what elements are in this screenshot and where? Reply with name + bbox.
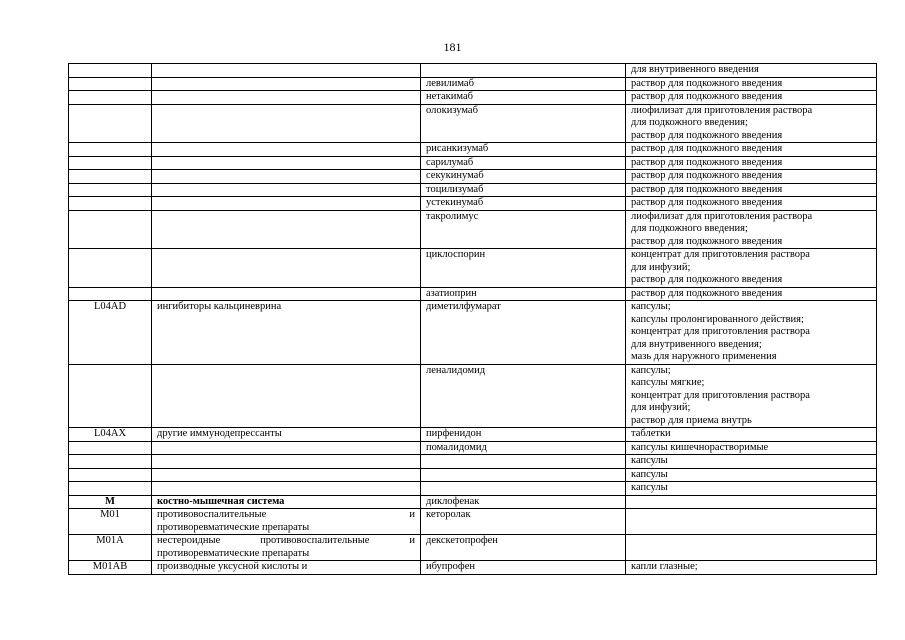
atc-code-cell	[69, 156, 152, 170]
dosage-form-line: капсулы	[631, 482, 668, 493]
dosage-form-line: капсулы	[631, 455, 668, 466]
dosage-form-line: концентрат для приготовления раствора	[631, 389, 810, 401]
table-row	[69, 91, 877, 105]
group-text-line: производные уксусной кислоты и	[157, 561, 308, 572]
atc-code-cell	[69, 287, 152, 301]
dosage-form-cell	[626, 482, 877, 496]
drug-name-cell: диклофенак	[421, 495, 626, 509]
drug-name-cell	[421, 468, 626, 482]
dosage-form-line: раствор для подкожного введения	[631, 183, 783, 195]
table-row	[69, 104, 877, 143]
dosage-form-cell	[626, 495, 877, 509]
atc-code-cell	[69, 364, 152, 428]
dosage-form-line: капсулы	[631, 468, 668, 480]
group-cell	[152, 561, 421, 575]
dosage-form-cell	[626, 210, 877, 249]
drug-name-cell: сарилумаб	[421, 156, 626, 170]
dosage-form-cell	[626, 77, 877, 91]
table-row	[69, 249, 877, 288]
drug-name-cell: олокизумаб	[421, 104, 626, 143]
atc-code-cell: M01AB	[69, 561, 152, 575]
dosage-form-cell	[626, 170, 877, 184]
dosage-form-cell	[626, 197, 877, 211]
dosage-form-line: капсулы;	[631, 364, 671, 376]
atc-code-cell	[69, 197, 152, 211]
group-cell	[152, 495, 421, 509]
group-cell	[152, 156, 421, 170]
drug-name-cell: нетакимаб	[421, 91, 626, 105]
atc-code-cell	[69, 183, 152, 197]
dosage-form-line: раствор для подкожного введения	[631, 235, 783, 247]
dosage-form-line: капли глазные;	[631, 561, 698, 572]
dosage-form-cell	[626, 249, 877, 288]
dosage-form-cell	[626, 183, 877, 197]
table-row	[69, 455, 877, 469]
table-row	[69, 183, 877, 197]
atc-code-cell	[69, 249, 152, 288]
drug-name-cell: такролимус	[421, 210, 626, 249]
dosage-form-cell	[626, 301, 877, 365]
group-cell	[152, 143, 421, 157]
table-row	[69, 287, 877, 301]
atc-code-cell	[69, 441, 152, 455]
atc-code-cell: L04AX	[69, 428, 152, 442]
dosage-form-line: раствор для подкожного введения	[631, 129, 783, 141]
group-cell	[152, 249, 421, 288]
drug-name-cell: ибупрофен	[421, 561, 626, 575]
drug-name-cell	[421, 482, 626, 496]
drug-name-cell: устекинумаб	[421, 197, 626, 211]
table-row	[69, 509, 877, 535]
dosage-form-line: лиофилизат для приготовления раствора	[631, 104, 813, 116]
dosage-form-cell	[626, 287, 877, 301]
dosage-form-line: капсулы кишечнорастворимые	[631, 441, 769, 453]
dosage-form-line: раствор для подкожного введения	[631, 91, 783, 102]
dosage-form-cell	[626, 561, 877, 575]
group-text-line: костно-мышечная система	[157, 495, 285, 507]
atc-code-cell	[69, 468, 152, 482]
group-cell	[152, 364, 421, 428]
dosage-form-line: раствор для подкожного введения	[631, 156, 783, 168]
drug-name-cell: левилимаб	[421, 77, 626, 91]
group-text-line: другие иммунодепрессанты	[157, 428, 282, 439]
dosage-form-line: лиофилизат для приготовления раствора	[631, 210, 813, 222]
dosage-form-cell	[626, 509, 877, 535]
atc-code-cell	[69, 482, 152, 496]
drug-name-cell: пирфенидон	[421, 428, 626, 442]
group-cell	[152, 468, 421, 482]
dosage-form-cell	[626, 535, 877, 561]
drug-name-cell: леналидомид	[421, 364, 626, 428]
group-cell	[152, 482, 421, 496]
dosage-form-cell	[626, 104, 877, 143]
table-row	[69, 210, 877, 249]
atc-code-cell	[69, 143, 152, 157]
drug-table	[68, 63, 877, 575]
dosage-form-line: концентрат для приготовления раствора	[631, 326, 810, 337]
atc-code-cell	[69, 77, 152, 91]
dosage-form-line: для внутривенного введения;	[631, 338, 762, 350]
dosage-form-cell	[626, 428, 877, 442]
group-cell	[152, 77, 421, 91]
table-row	[69, 77, 877, 91]
atc-code-cell	[69, 64, 152, 78]
dosage-form-cell	[626, 143, 877, 157]
atc-code-cell: M01A	[69, 535, 152, 561]
drug-name-cell: диметилфумарат	[421, 301, 626, 365]
drug-name-cell	[421, 455, 626, 469]
drug-name-cell: помалидомид	[421, 441, 626, 455]
table-row	[69, 428, 877, 442]
dosage-form-line: таблетки	[631, 428, 671, 439]
table-row	[69, 495, 877, 509]
atc-code-cell: M	[69, 495, 152, 509]
dosage-form-line: капсулы;	[631, 301, 671, 312]
page-number: 181	[443, 40, 462, 54]
table-row	[69, 441, 877, 455]
drug-name-cell: декскетопрофен	[421, 535, 626, 561]
drug-name-cell: рисанкизумаб	[421, 143, 626, 157]
dosage-form-cell	[626, 441, 877, 455]
dosage-form-line: для инфузий;	[631, 261, 691, 273]
table-row	[69, 561, 877, 575]
dosage-form-line: раствор для подкожного введения	[631, 170, 783, 181]
group-cell	[152, 301, 421, 365]
dosage-form-line: раствор для подкожного введения	[631, 77, 783, 89]
group-cell	[152, 509, 421, 535]
group-cell	[152, 287, 421, 301]
table-row	[69, 156, 877, 170]
dosage-form-line: для подкожного введения;	[631, 117, 748, 128]
group-cell	[152, 197, 421, 211]
table-row	[69, 197, 877, 211]
dosage-form-line: раствор для подкожного введения	[631, 143, 783, 154]
drug-name-cell	[421, 64, 626, 78]
dosage-form-cell	[626, 64, 877, 78]
table-row	[69, 535, 877, 561]
group-cell	[152, 91, 421, 105]
table-row	[69, 64, 877, 78]
dosage-form-cell	[626, 91, 877, 105]
atc-code-cell	[69, 210, 152, 249]
atc-code-cell	[69, 104, 152, 143]
dosage-form-line: капсулы пролонгированного действия;	[631, 313, 804, 325]
table-row	[69, 301, 877, 365]
table-row	[69, 364, 877, 428]
dosage-form-line: капсулы мягкие;	[631, 377, 705, 388]
group-cell	[152, 455, 421, 469]
group-text-line: противоревматические препараты	[157, 521, 310, 533]
dosage-form-cell	[626, 468, 877, 482]
drug-name-cell: циклоспорин	[421, 249, 626, 288]
group-cell	[152, 170, 421, 184]
group-cell	[152, 535, 421, 561]
drug-table-body	[69, 64, 877, 575]
group-cell	[152, 104, 421, 143]
atc-code-cell	[69, 455, 152, 469]
dosage-form-cell	[626, 364, 877, 428]
atc-code-cell	[69, 91, 152, 105]
dosage-form-line: концентрат для приготовления раствора	[631, 249, 810, 260]
dosage-form-line: раствор для подкожного введения	[631, 287, 783, 299]
group-cell	[152, 428, 421, 442]
dosage-form-line: для подкожного введения;	[631, 223, 748, 234]
drug-name-cell: секукинумаб	[421, 170, 626, 184]
dosage-form-line: для инфузий;	[631, 402, 691, 413]
group-cell	[152, 64, 421, 78]
dosage-form-line: раствор для приема внутрь	[631, 414, 752, 426]
dosage-form-cell	[626, 455, 877, 469]
dosage-form-line: раствор для подкожного введения	[631, 274, 783, 285]
atc-code-cell: L04AD	[69, 301, 152, 365]
dosage-form-cell	[626, 156, 877, 170]
group-cell	[152, 183, 421, 197]
drug-name-cell: тоцилизумаб	[421, 183, 626, 197]
dosage-form-line: раствор для подкожного введения	[631, 197, 783, 208]
group-text-line: противоревматические препараты	[157, 547, 310, 559]
dosage-form-line: мазь для наружного применения	[631, 351, 777, 362]
group-text-line: противовоспалительные и	[157, 509, 415, 520]
group-cell	[152, 210, 421, 249]
group-text-line: нестероидные противовоспалительные и	[157, 535, 415, 546]
table-row	[69, 468, 877, 482]
table-row	[69, 170, 877, 184]
table-row	[69, 143, 877, 157]
drug-name-cell: азатиоприн	[421, 287, 626, 301]
dosage-form-line: для внутривенного введения	[631, 64, 759, 75]
drug-name-cell: кеторолак	[421, 509, 626, 535]
table-row	[69, 482, 877, 496]
group-cell	[152, 441, 421, 455]
atc-code-cell	[69, 170, 152, 184]
atc-code-cell: M01	[69, 509, 152, 535]
group-text-line: ингибиторы кальциневрина	[157, 301, 282, 312]
